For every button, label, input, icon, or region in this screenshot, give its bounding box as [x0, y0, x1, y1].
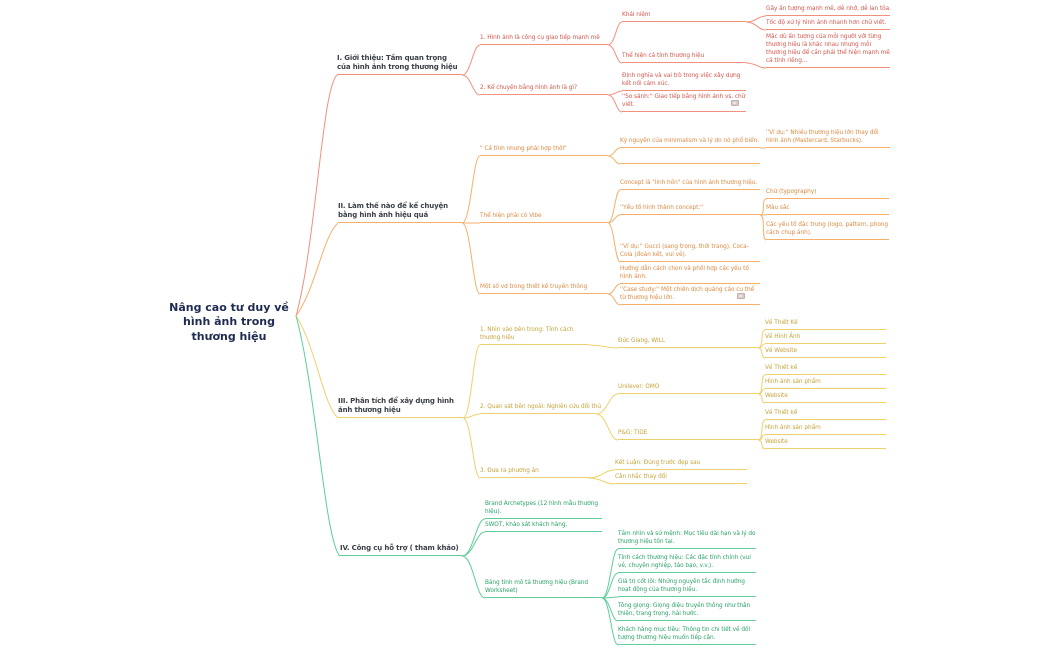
subtopic[interactable]	[620, 138, 760, 148]
connector-curve	[758, 330, 765, 348]
topic-label: Tầm nhìn và sứ mệnh: Mục tiêu dài hạn và lý do thương hiệu tồn tại.	[618, 530, 756, 545]
subtopic[interactable]	[618, 384, 758, 394]
connector-curve	[758, 420, 765, 440]
topic-label: Bảng tính mô tả thương hiệu (Brand Worksheet)	[485, 579, 589, 594]
subtopic[interactable]	[620, 244, 760, 262]
subtopic[interactable]	[765, 410, 886, 420]
connector-curve	[608, 91, 622, 95]
subtopic[interactable]	[618, 430, 758, 440]
topic-label: Mặc dù ấn tượng của mỗi người với từng thương hiệu là khác nhau nhưng mỗi thương hiệu để cần phải thể hiện mạnh mẽ cá tính riêng...	[766, 34, 890, 64]
topic-label: II. Làm thế nào để kể chuyện bằng hình ảnh hiệu quả	[338, 202, 448, 220]
subtopic[interactable]	[480, 327, 588, 345]
subtopic[interactable]	[618, 627, 756, 645]
topic-label: Về Website	[765, 347, 797, 354]
topic-label: Khái niệm	[622, 11, 651, 18]
subtopic[interactable]	[615, 460, 747, 470]
subtopic[interactable]	[480, 35, 608, 45]
connector-curve	[608, 45, 622, 63]
subtopic[interactable]	[766, 130, 890, 148]
connector-curve	[462, 45, 480, 75]
topic-label: ''Ví dụ:'' Nhiều thương hiệu lớn thay đổi hình ảnh (Mastercard, Starbucks).	[766, 129, 879, 144]
connector-curve	[462, 223, 480, 294]
subtopic[interactable]	[622, 73, 746, 91]
subtopic[interactable]	[766, 20, 890, 30]
subtopic[interactable]	[485, 522, 602, 532]
topic-label: 3. Đưa ra phương án	[480, 467, 539, 474]
subtopic[interactable]	[765, 425, 886, 435]
connector-curve	[746, 63, 766, 68]
connector-curve	[608, 190, 620, 223]
topic-label: Cân nhắc thay đổi	[615, 473, 667, 480]
connector-curve	[608, 95, 622, 112]
subtopic[interactable]	[766, 205, 889, 215]
subtopic[interactable]	[766, 189, 889, 199]
topic-label: I. Giới thiệu: Tầm quan trọng của hình ảnh trong thương hiệu	[337, 54, 458, 72]
subtopic[interactable]	[765, 365, 886, 375]
connector-curve	[608, 148, 620, 156]
subtopic[interactable]	[618, 603, 756, 621]
subtopic[interactable]	[622, 53, 746, 63]
topic-label: Thể hiện cá tính thương hiệu	[622, 52, 705, 59]
connector-curve	[463, 345, 480, 418]
connector-curve	[588, 470, 615, 478]
subtopic[interactable]	[765, 379, 886, 389]
subtopic[interactable]	[615, 474, 747, 484]
topic-label: Tốc độ xử lý hình ảnh nhanh hơn chữ viết.	[766, 19, 887, 26]
topic-label: ''Ví dụ:'' Gucci (sang trọng, thời trang), Coca-Cola (đoàn kết, vui vẻ).	[620, 243, 749, 258]
subtopic[interactable]	[618, 531, 756, 549]
topic-label: IV. Công cụ hỗ trợ ( tham khảo)	[340, 544, 459, 553]
topic-label: Kết Luận: Đúng trước đẹp sau	[615, 459, 701, 466]
connector-curve	[462, 156, 480, 223]
subtopic[interactable]	[480, 213, 608, 223]
connector-curve	[608, 294, 620, 305]
connector-curve	[462, 556, 485, 598]
topic-label: Về Hình Ảnh	[765, 333, 801, 340]
topic-label: SWOT, khảo sát khách hàng.	[485, 521, 568, 528]
image-icon	[731, 100, 739, 106]
subtopic[interactable]	[765, 320, 886, 330]
topic-label: ''Case study:'' Một chiến dịch quảng cáo cụ thể từ thương hiệu lớn.	[620, 286, 755, 301]
subtopic[interactable]	[480, 468, 588, 478]
connector-curve	[463, 418, 480, 478]
connector-curve	[602, 598, 618, 645]
topic-label: Concept là "linh hồn" của hình ảnh thương hiệu.	[620, 179, 758, 186]
connector-curve	[608, 22, 622, 45]
main-topic[interactable]	[338, 397, 463, 418]
subtopic[interactable]	[765, 348, 886, 358]
central-topic[interactable]	[163, 301, 295, 344]
topic-label: Hình ảnh sản phẩm	[765, 424, 821, 431]
subtopic[interactable]	[766, 6, 890, 16]
topic-label: Khách hàng mục tiêu: Thông tin chi tiết về đối tượng thương hiệu muốn tiếp cận.	[618, 626, 751, 641]
topic-label: 1. Nhìn vào bên trong: Tính cách thương hiệu	[480, 326, 574, 341]
connector-curve	[462, 519, 485, 556]
topic-label: Giá trị cốt lõi: Những nguyên tắc định hướng hoạt động của thương hiệu.	[618, 578, 745, 593]
subtopic[interactable]	[480, 85, 608, 95]
connector-curve	[588, 478, 615, 484]
topic-label: Website	[765, 438, 788, 445]
topic-label: Về Thiết kế	[765, 409, 798, 416]
subtopic[interactable]	[766, 34, 890, 68]
subtopic[interactable]	[622, 94, 746, 112]
subtopic[interactable]	[622, 12, 746, 22]
connector-curve	[758, 348, 765, 358]
subtopic[interactable]	[618, 555, 756, 573]
topic-label: 1. Hình ảnh là công cụ giao tiếp mạnh mẽ	[480, 34, 600, 41]
connector-curve	[758, 375, 765, 394]
topic-label: Một số vd trong thiết kế truyền thông	[480, 283, 588, 290]
topic-label: Thể hiện phải có Vibe	[480, 212, 542, 219]
topic-label: Unilever: OMO	[618, 383, 660, 390]
topic-label: Định nghĩa và vai trò trong việc xây dựng kết nối cảm xúc.	[622, 72, 741, 87]
subtopic[interactable]	[620, 180, 760, 190]
connector-curve	[758, 440, 765, 449]
topic-label: Về Thiết Kế	[765, 319, 798, 326]
subtopic[interactable]	[765, 439, 886, 449]
topic-label: ''So sánh:'' Giao tiếp bằng hình ảnh vs. chữ viết.	[622, 93, 746, 108]
topic-label: Về Thiết kế	[765, 364, 798, 371]
connector-curve	[462, 75, 480, 95]
connector-curve	[588, 345, 618, 348]
connector-curve	[758, 394, 765, 403]
subtopic[interactable]	[620, 205, 760, 215]
topic-label: P&G: TIDE	[618, 429, 648, 436]
topic-label: 2. Kể chuyện bằng hình ảnh là gì?	[480, 84, 578, 91]
subtopic[interactable]	[480, 403, 602, 414]
connector-curve	[746, 22, 766, 30]
connector-curve	[608, 284, 620, 294]
subtopic[interactable]	[618, 338, 758, 348]
topic-label: " Cá tính nhưng phải hợp thời"	[480, 145, 567, 152]
connector-curve	[596, 414, 618, 440]
connector-curve	[296, 75, 337, 316]
main-topic[interactable]	[340, 544, 462, 556]
image-icon	[737, 293, 745, 299]
topic-label: 2. Quan sát bên ngoài: Nghiên cứu đối thủ	[480, 403, 602, 410]
topic-label: Chữ (typography)	[766, 188, 817, 195]
topic-label: ''Yếu tố hình thành concept:''	[620, 204, 704, 211]
connector-curve	[608, 156, 620, 164]
topic-label: Kỷ nguyên của minimalism và lý do nó phổ biến.	[620, 137, 760, 144]
connector-curve	[746, 16, 766, 22]
topic-label: III. Phân tích để xây dựng hình ảnh thương hiệu	[338, 397, 454, 415]
connector-curve	[462, 532, 485, 556]
subtopic[interactable]	[620, 266, 760, 284]
subtopic[interactable]	[620, 162, 760, 165]
subtopic[interactable]	[485, 580, 602, 598]
topic-label: Website	[765, 392, 788, 399]
main-topic[interactable]	[337, 54, 462, 75]
topic-label: Màu sắc	[766, 204, 790, 211]
topic-label: Tông giọng: Giọng điệu truyền thông như thân thiện, trang trọng, hài hước.	[618, 602, 751, 617]
subtopic[interactable]	[618, 579, 756, 597]
topic-label: Gây ấn tượng mạnh mẽ, dễ nhớ, dễ lan tỏa.	[766, 5, 891, 12]
topic-label: Hình ảnh sản phẩm	[765, 378, 821, 385]
subtopic[interactable]	[765, 334, 886, 344]
subtopic[interactable]	[766, 222, 889, 240]
subtopic[interactable]	[480, 146, 608, 156]
topic-label: Các yếu tố đặc trưng (logo, pattern, phong cách chụp ảnh).	[766, 221, 889, 236]
central-topic-label: Nâng cao tư duy về hình ảnh trong thương hiệu	[169, 301, 289, 343]
connector-curve	[296, 316, 338, 418]
topic-label: Brand Archetypes (12 hình mẫu thương hiệu).	[485, 500, 598, 515]
topic-label: Đức Giang, WILL	[618, 337, 666, 344]
connector-curve	[602, 549, 618, 598]
subtopic[interactable]	[485, 501, 602, 519]
topic-label: Tính cách thương hiệu: Các đặc tính chính (vui vẻ, chuyên nghiệp, táo bạo, v.v.).	[618, 554, 751, 569]
connector-curve	[296, 223, 338, 316]
topic-label: Hướng dẫn cách chọn và phối hợp các yếu tố hình ảnh.	[620, 265, 749, 280]
subtopic[interactable]	[765, 393, 886, 403]
main-topic[interactable]	[338, 202, 462, 223]
subtopic[interactable]	[480, 284, 608, 294]
connector-curve	[608, 223, 620, 262]
connector-curve	[296, 316, 340, 556]
